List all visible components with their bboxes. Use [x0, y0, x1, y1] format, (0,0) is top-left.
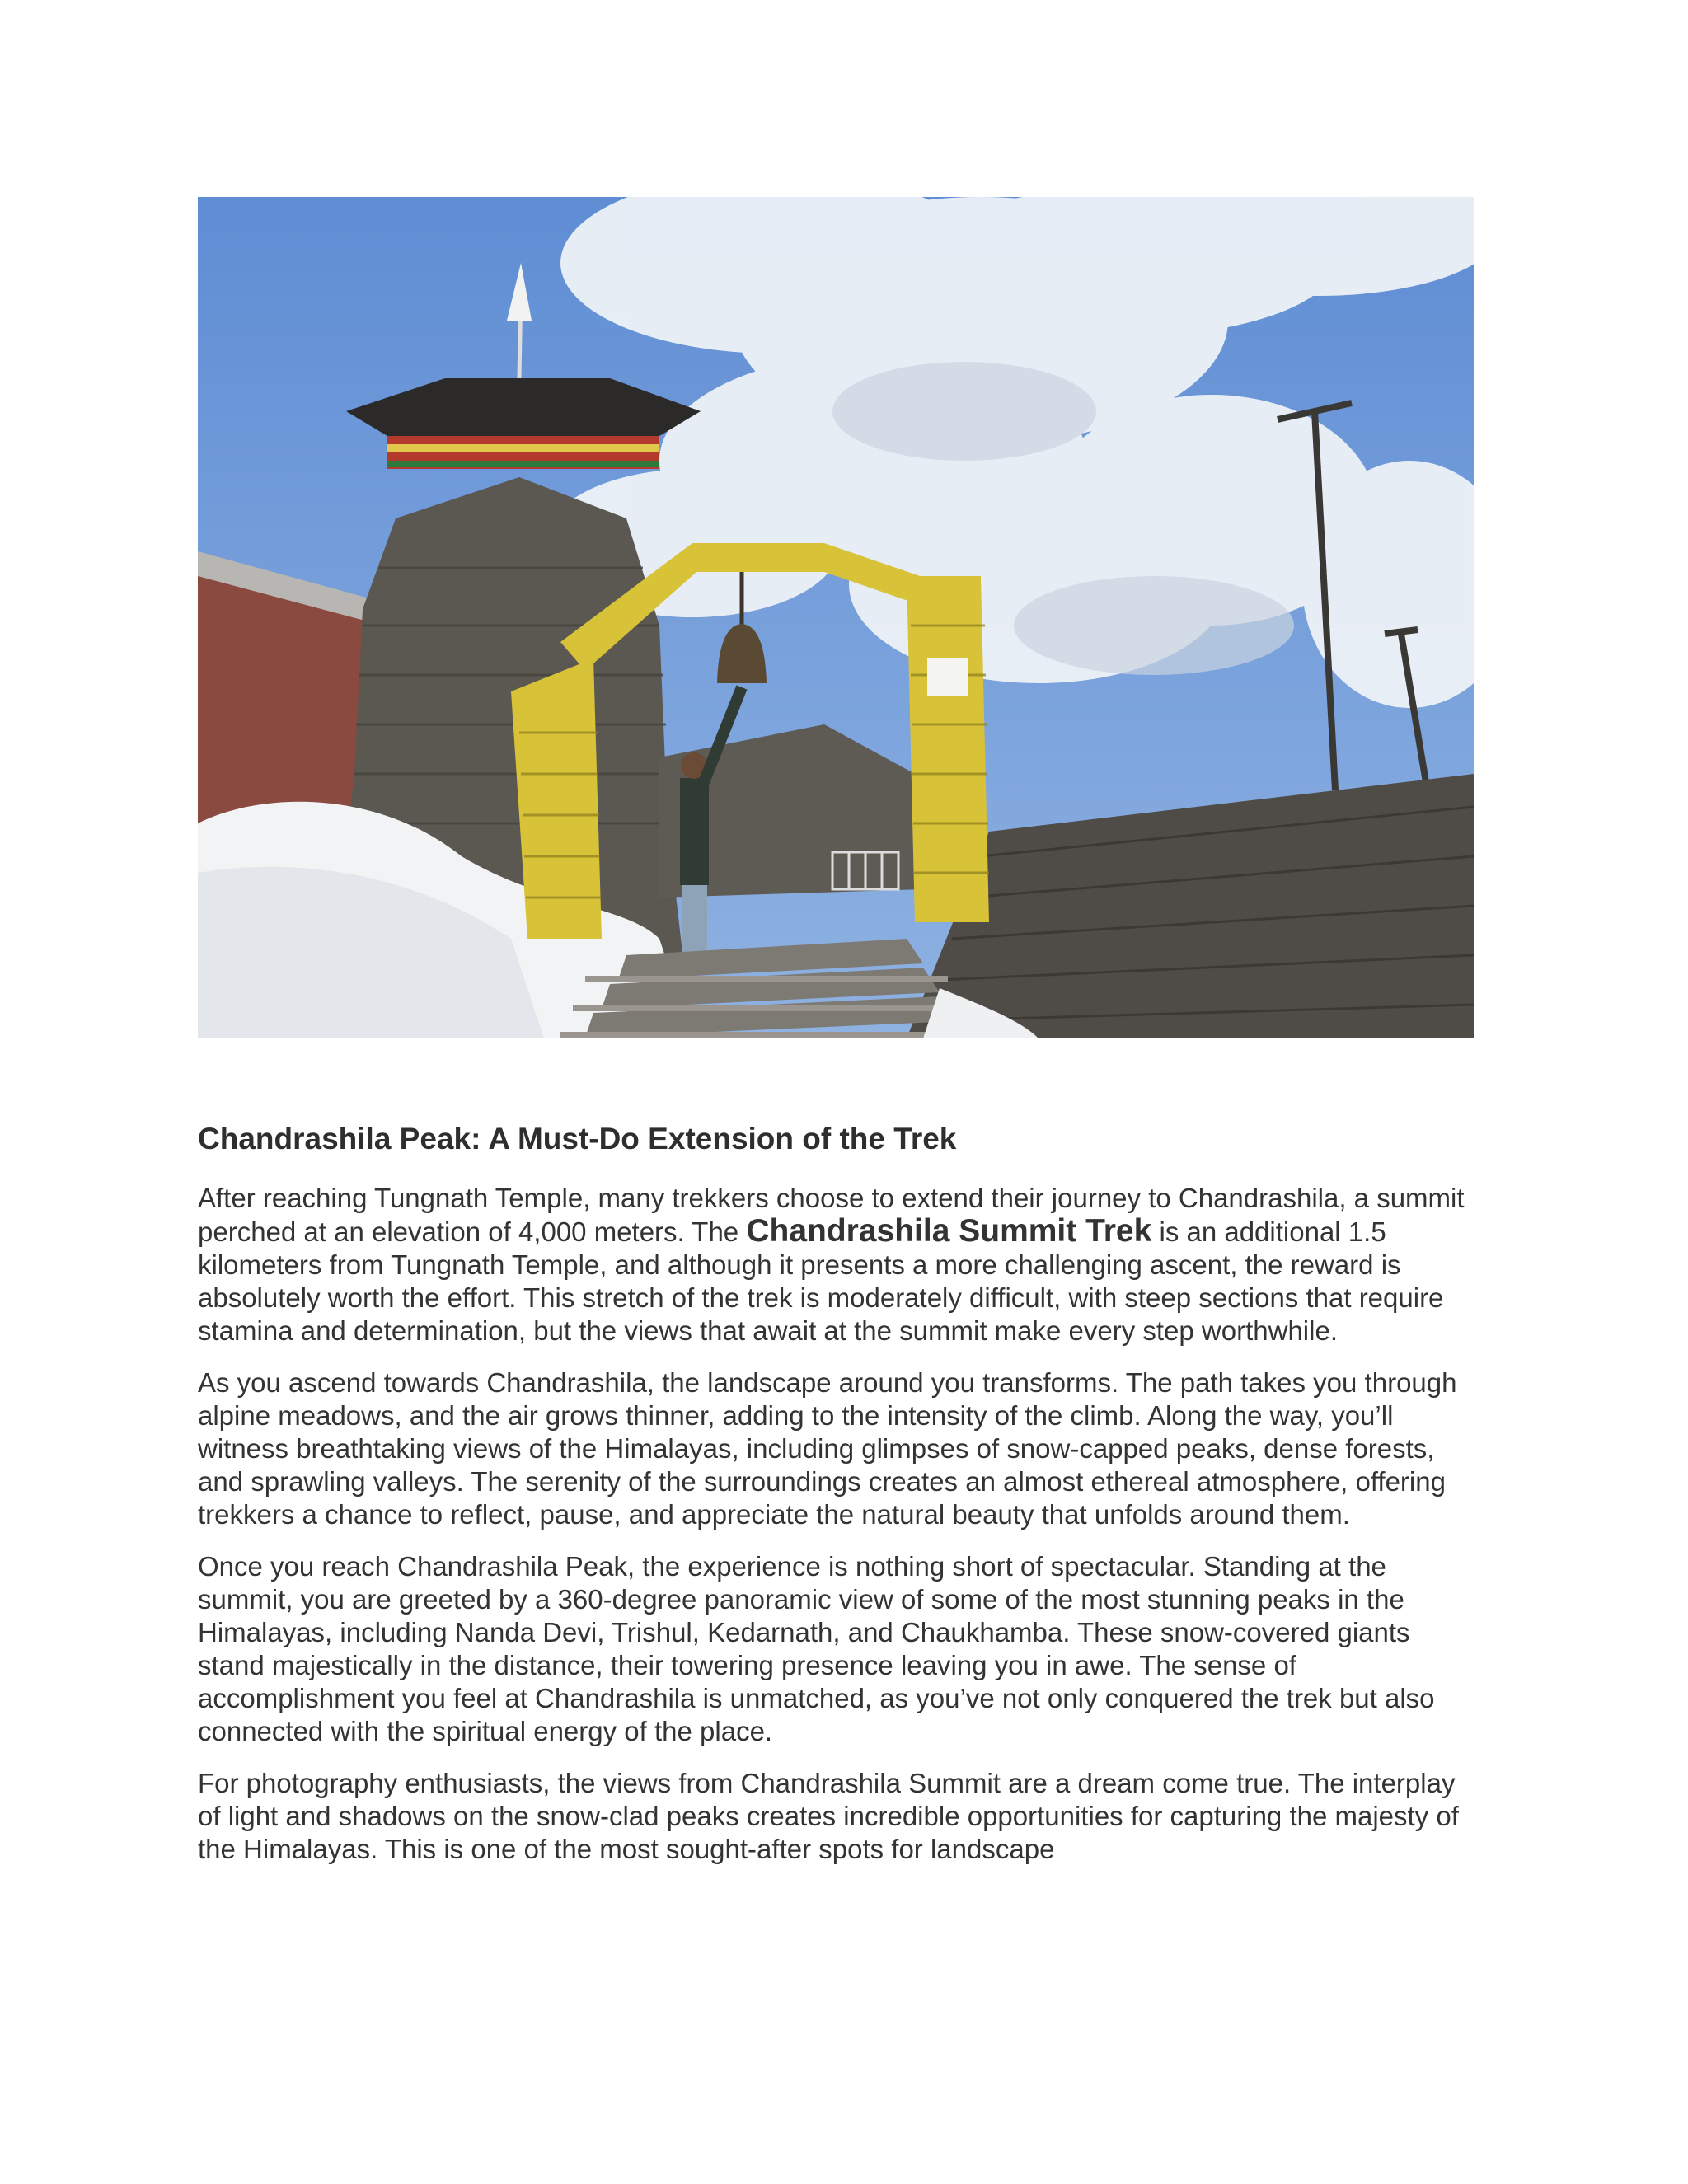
- temple-photo: [198, 197, 1474, 1038]
- section-heading: Chandrashila Peak: A Must-Do Extension of the Trek: [198, 1122, 957, 1155]
- paragraph-summit: Once you reach Chandrashila Peak, the experience is nothing short of spectacular. Standing at the summit, you are greeted by a 360-degree panoramic view of some of the most stunning peaks in the Himalayas, including Nanda Devi, Trishul, Kedarnath, and Chaukhamba. These snow-covered giants stand majestically in the distance, their towering presence leaving you in awe. The sense of accomplishment you feel at Chandrashila is unmatched, as you’ve not only conquered the trek but also connected with the spiritual energy of the place.: [198, 1551, 1435, 1747]
- paragraph-intro-text-end: is an additional 1.5 kilometers from Tungnath Temple, and although it presents a more challenging ascent, the reward is absolutely worth the effort. This stretch of the trek is moderately difficult, with steep sections that require stamina and determination, but the views that await at the summit make every step worthwhile.: [198, 1216, 1444, 1347]
- paragraph-ascent: As you ascend towards Chandrashila, the landscape around you transforms. The path takes you through alpine meadows, and the air grows thinner, adding to the intensity of the climb. Along the way, you’ll witness breathtaking views of the Himalayas, including glimpses of snow-capped peaks, dense forests, and sprawling valleys. The serenity of the surroundings creates an almost ethereal atmosphere, offering trekkers a chance to reflect, pause, and appreciate the natural beauty that unfolds around them.: [198, 1367, 1457, 1530]
- summit-trek-highlight: Chandrashila Summit Trek: [746, 1213, 1152, 1249]
- article-body: [198, 1121, 1484, 1885]
- paragraph-intro: [198, 1182, 1484, 1347]
- paragraph-photography: For photography enthusiasts, the views from Chandrashila Summit are a dream come true. The interplay of light and shadows on the snow-clad peaks creates incredible opportunities for capturing the majesty of the Himalayas. This is one of the most sought-after spots for landscape: [198, 1768, 1459, 1865]
- paragraph-intro-text-start: After reaching Tungnath Temple, many trekkers choose to extend their journey to Chandrashila, a summit perched at an elevation of 4,000 meters. The: [198, 1183, 1465, 1248]
